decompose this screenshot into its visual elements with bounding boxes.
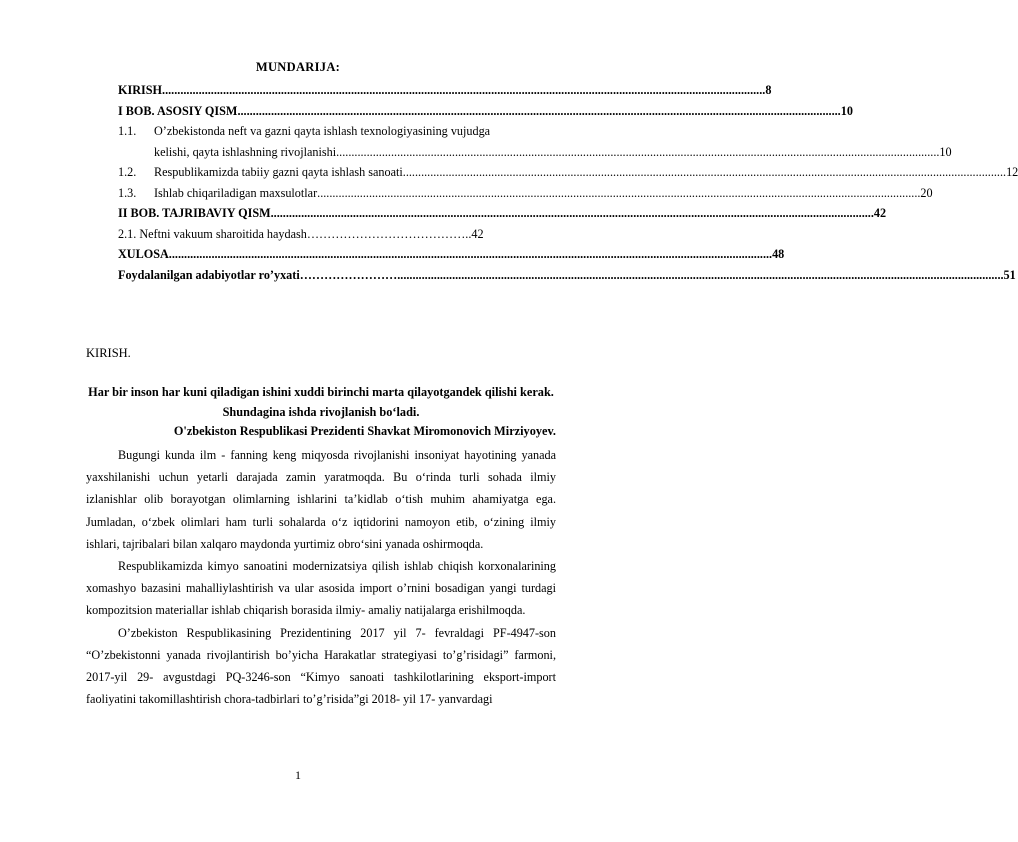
paragraph: Bugungi kunda ilm - fanning keng miqyosda rivojlanishi insoniyat hayotining yanada yaxshilanishi uchun yetarli darajada zamin yaratmoqda. Bu o‘rinda turli sohada ilmiy izlanishlar olib borayotgan olimlarning ishlarini ta’kidlab o‘tish muhim ahamiyatga ega. Jumladan, o‘zbek olimlari ham turli sohalarda o‘z iqtidorini namoyon etib, o‘zining ilmiy ishlari, tajribalari bilan xalqaro maydonda yurtimiz obro‘sini yanada oshirmoqda. xyxy=(86,448,556,551)
toc-item-number: 1.3. xyxy=(118,185,137,200)
toc-item-page: 20 xyxy=(920,185,933,200)
toc-item-text: KIRISH xyxy=(118,83,163,97)
toc-leader-dots xyxy=(169,244,772,265)
toc-item-number: 1.1. xyxy=(118,124,137,138)
toc-item-text: II BOB. TAJRIBAVIY QISM xyxy=(118,206,271,220)
toc-item-page: 8 xyxy=(765,83,772,97)
toc-item-text: XULOSA xyxy=(118,247,169,261)
toc-item-text-line2: kelishi, qayta ishlashning rivojlanishi xyxy=(154,144,337,159)
toc-item[interactable] xyxy=(118,265,1016,286)
toc-item-text: Ishlab chiqariladigan maxsulotlar xyxy=(154,185,318,200)
toc-item-page: 10 xyxy=(939,144,952,159)
toc-item[interactable] xyxy=(118,183,933,204)
epigraph-author: O'zbekiston Respublikasi Prezidenti Shavkat Miromonovich Mirziyoyev. xyxy=(173,424,556,438)
toc-item[interactable] xyxy=(118,203,887,224)
toc-leader-dots xyxy=(400,265,1003,286)
toc-leader-dots xyxy=(271,203,874,224)
page-number: 1 xyxy=(295,768,301,782)
paragraph: O’zbekiston Respublikasining Prezidentining 2017 yil 7- fevraldagi PF-4947-son “O’zbekistonni yanada rivojlantirish bo’yicha Harakatlar strategiyasi to’g’risidagi” farmoni, 2017-yil 29- avgustdagi PQ-3246-son “Kimyo sanoati tashkilotlarining eksport-import faoliyatini takomillashtirish chora-tadbirlari to’g’risida”gi 2018- yil 17- yanvardagi xyxy=(86,625,556,707)
toc-leader-dots xyxy=(237,101,840,122)
toc-item-page: 48 xyxy=(772,247,785,261)
toc-item-number: 1.2. xyxy=(118,165,137,179)
toc-item-text: 2.1. Neftni vakuum sharoitida haydash………………………………….. xyxy=(118,226,472,241)
toc-item-page: 51 xyxy=(1003,267,1016,282)
toc-item-text: Respublikamizda tabiiy gazni qayta ishlash sanoati xyxy=(154,165,403,179)
toc-item-text: I BOB. ASOSIY QISM xyxy=(118,103,238,118)
toc-item-text: Foydalanilgan adabiyotlar ro’yxati……………………. xyxy=(118,267,401,282)
toc-leader-dots xyxy=(336,142,939,163)
toc-title: MUNDARIJA: xyxy=(255,60,341,74)
toc-item-text-line1: O’zbekistonda neft va gazni qayta ishlash texnologiyasining vujudga xyxy=(154,124,491,138)
toc-item[interactable] xyxy=(118,101,853,122)
toc-leader-dots xyxy=(162,80,765,101)
toc-item-page: 42 xyxy=(471,226,484,241)
section-heading: KIRISH. xyxy=(86,346,131,360)
toc-item[interactable] xyxy=(118,80,772,101)
toc-item[interactable] xyxy=(118,244,785,265)
toc-leader-dots xyxy=(403,162,1006,183)
toc-item-page: 42 xyxy=(873,206,887,220)
paragraph: Respublikamizda kimyo sanoatini modernizatsiya qilish ishlab chiqish korxonalarining xomashyo bazasini mahalliylashtirish va ular asosida import o’rnini bosadigan yangi turdagi kompozitsion materiallar ishlab chiqarish borasida ilmiy- amaliy natijalarga erishilmoqda. xyxy=(86,559,556,618)
epigraph-quote: Har bir inson har kuni qiladigan ishini xuddi birinchi marta qilayotgandek qilishi kerak. Shundagina ishda rivojlanish bo‘ladi. xyxy=(88,385,554,419)
toc-item-page: 12 xyxy=(1006,165,1018,179)
toc-item[interactable] xyxy=(118,162,1018,183)
toc-item[interactable] xyxy=(118,224,556,245)
toc-item-page: 10 xyxy=(840,103,853,118)
toc-leader-dots xyxy=(317,183,920,204)
table-of-contents xyxy=(118,80,1018,285)
toc-item[interactable] xyxy=(118,121,952,162)
body-text xyxy=(86,444,556,710)
